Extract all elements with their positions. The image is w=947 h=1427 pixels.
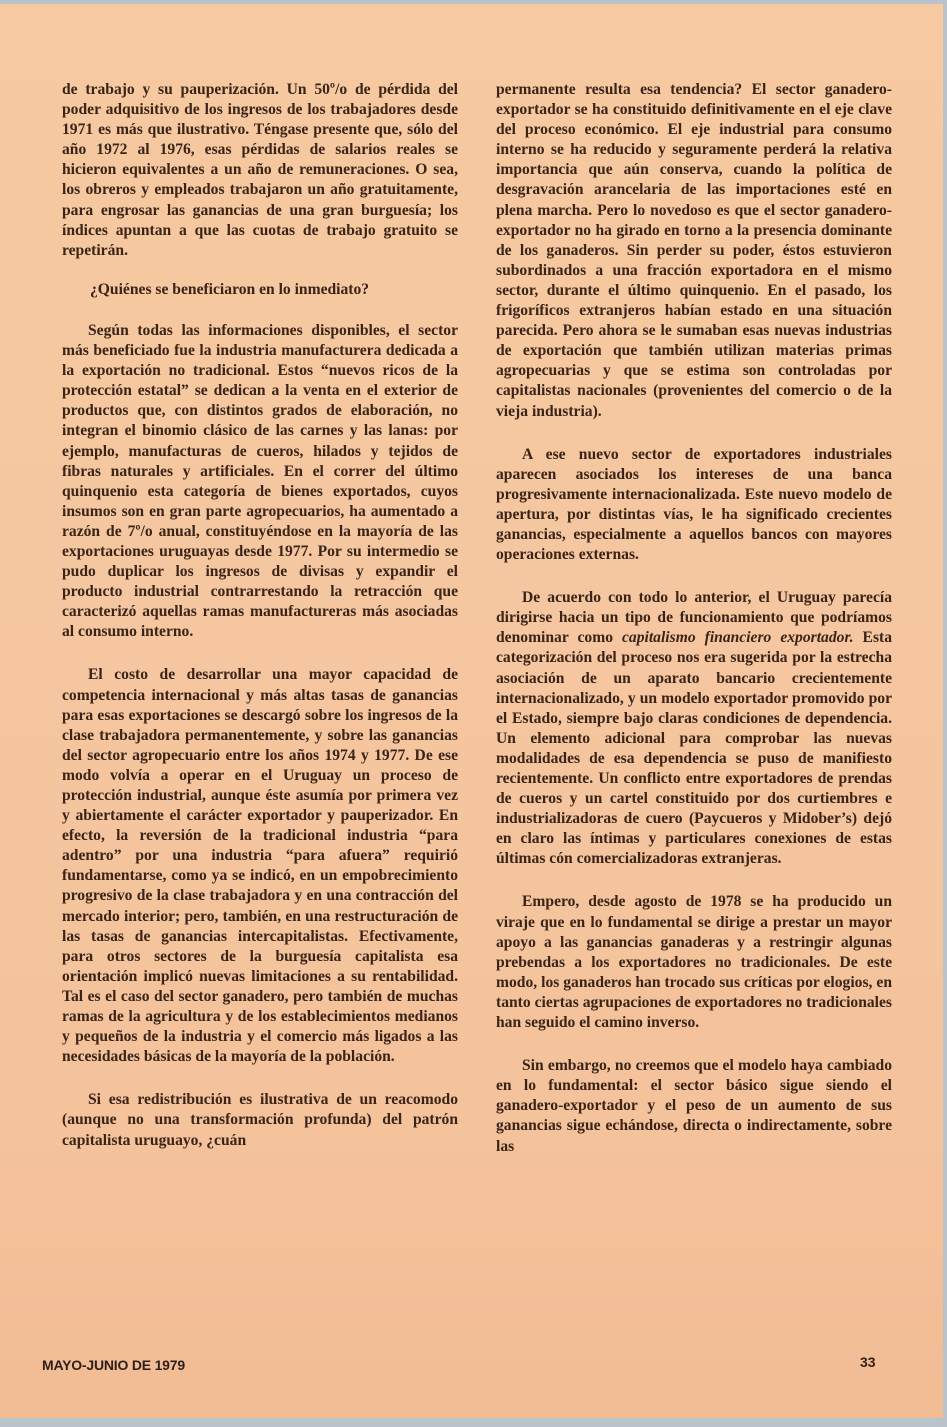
italic-term: capitalismo financiero exportador. [622, 629, 854, 647]
paragraph-text: Esta categorización del proceso nos era sugerida por la estrecha asociación de un aparato bancario crecientemente internacionalizado, y un modelo exportador promovido por el Estado, siempre bajo claras condiciones de dependencia. Un elemento adicional para comprobar las nuevas modalidades de esa dependencia se puso de manifiesto recientemente. Un conflicto entre exportadores de prendas de cueros y un cartel constituido por dos curtiembres e industrializadoras de cuero (Paycueros y Midober’s) dejó en claro las íntimas y particulares conexiones de estas últimas cón comercializadoras extranjeras. [496, 629, 893, 868]
paragraph: El costo de desarrollar una mayor capacidad de competencia internacional y más altas tasas de ganancias para esas exportaciones se descargó sobre los ingresos de la clase trabajadora permanentemente, y sobre las ganancias del sector agropecuario entre los años 1974 y 1977. De ese modo volvía a operar en el Uruguay un proceso de protección industrial, aunque éste asumía por primera vez y abiertamente el carácter exportador y pauperizador. En efecto, la reversión de la tradicional industria “para adentro” por una industria “para afuera” requirió fundamentarse, como ya se indicó, en un empobrecimiento progresivo de la clase trabajadora y en una contracción del mercado interior; pero, también, en una restructuración de las tasas de ganancias intercapitalistas. Efectivamente, para otros sectores de la burguesía capitalista esa orientación implicó nuevas limitaciones a su rentabilidad. Tal es el caso del sector ganadero, pero también de muchas ramas de la agricultura y de los establecimientos medianos y pequeños de la industria y el comercio más ligados a las necesidades básicas de la mayoría de la población. [62, 666, 458, 1066]
paragraph: Empero, desde agosto de 1978 se ha producido un viraje que en lo fundamental se dirige a prestar un mayor apoyo a las ganancias ganaderas y a restringir algunas prebendas a los exportadores no tradicionales. De este modo, los ganaderos han trocado sus críticas por elogios, en tanto ciertas agrupaciones de exportadores no tradicionales han seguido el camino inverso. [496, 893, 892, 1032]
paragraph-gap [496, 1033, 892, 1056]
paragraph-gap [62, 1067, 458, 1090]
left-column [62, 80, 458, 1151]
issue-date: MAYO-JUNIO DE 1979 [42, 1357, 185, 1373]
paragraph [496, 588, 892, 869]
right-column [496, 80, 892, 1157]
paragraph: A ese nuevo sector de exportadores industriales aparecen asociados los intereses de una banca progresivamente internacionalizada. Este nuevo modelo de apertura, por distintas vías, le ha significado crecientes ganancias, especialmente a aquellos bancos con mayores operaciones externas. [496, 445, 892, 564]
paragraph-gap [496, 869, 892, 892]
page-number: 33 [860, 1354, 876, 1370]
paragraph-gap [496, 565, 892, 588]
paragraph: permanente resulta esa tendencia? El sector ganadero-exportador se ha constituido definitivamente en el eje clave del proceso económico. El eje industrial para consumo interno se ha reducido y seguramente perderá la relativa importancia que aún conserva, cuando la política de desgravación arancelaria de las importaciones esté en plena marcha. Pero lo novedoso es que el sector ganadero-exportador no ha girado en torno a la presencia dominante de los ganaderos. Sin perder su poder, éstos estuvieron subordinados a una fracción exportadora en el mismo sector, durante el último quinquenio. En el pasado, los frigoríficos extranjeros habían estado en una situación parecida. Pero ahora se le sumaban esas nuevas industrias de exportación que también utilizan materias primas agropecuarias y que se estima son controladas por capitalistas nacionales (provenientes del comercio o de la vieja industria). [496, 81, 892, 420]
paragraph: Sin embargo, no creemos que el modelo haya cambiado en lo fundamental: el sector básico sigue siendo el ganadero-exportador y el peso de un aumento de sus ganancias sigue echándose, directa o indirectamente, sobre las [496, 1057, 892, 1155]
paragraph: de trabajo y su pauperización. Un 50º/o de pérdida del poder adquisitivo de los ingresos de los trabajadores desde 1971 es más que ilustrativo. Téngase presente que, sólo del año 1972 al 1976, esas pérdidas de salarios reales se hicieron equivalentes a un año de remuneraciones. O sea, los obreros y empleados trabajaron un año gratuitamente, para engrosar las ganancias de una gran burguesía; los índices apuntan a que las cuotas de trabajo gratuito se repetirán. [62, 81, 458, 259]
paragraph-text: De acuerdo con todo lo anterior, el Uruguay parecía dirigirse hacia un tipo de funcionamiento que podríamos denominar como [496, 589, 892, 647]
paragraph-gap [62, 642, 458, 665]
paragraph: Según todas las informaciones disponibles, el sector más beneficiado fue la industria manufacturera dedicada a la exportación no tradicional. Estos “nuevos ricos de la protección estatal” se dedican a la venta en el exterior de productos que, con distintos grados de elaboración, no integran el binomio clásico de las carnes y las lanas: por ejemplo, manufacturas de cueros, hilados y tejidos de fibras naturales y artificiales. En el correr del último quinquenio esta categoría de bienes exportados, cuyos insumos son en gran parte agropecuarios, ha aumentado a razón de 7º/o anual, constituyéndose en la mayoría de las exportaciones uruguayas desde 1977. Por su intermedio se pudo duplicar los ingresos de divisas y expandir el producto industrial contrarrestando la retracción que caracterizó aquellas ramas manufactureras más asociadas al consumo interno. [62, 321, 458, 641]
paragraph: Si esa redistribución es ilustrativa de un reacomodo (aunque no una transformación profunda) del patrón capitalista uruguayo, ¿cuán [62, 1091, 458, 1149]
paragraph-gap [496, 422, 892, 445]
magazine-page [0, 4, 943, 1418]
section-heading: ¿Quiénes se beneficiaron en lo inmediato? [90, 280, 370, 298]
